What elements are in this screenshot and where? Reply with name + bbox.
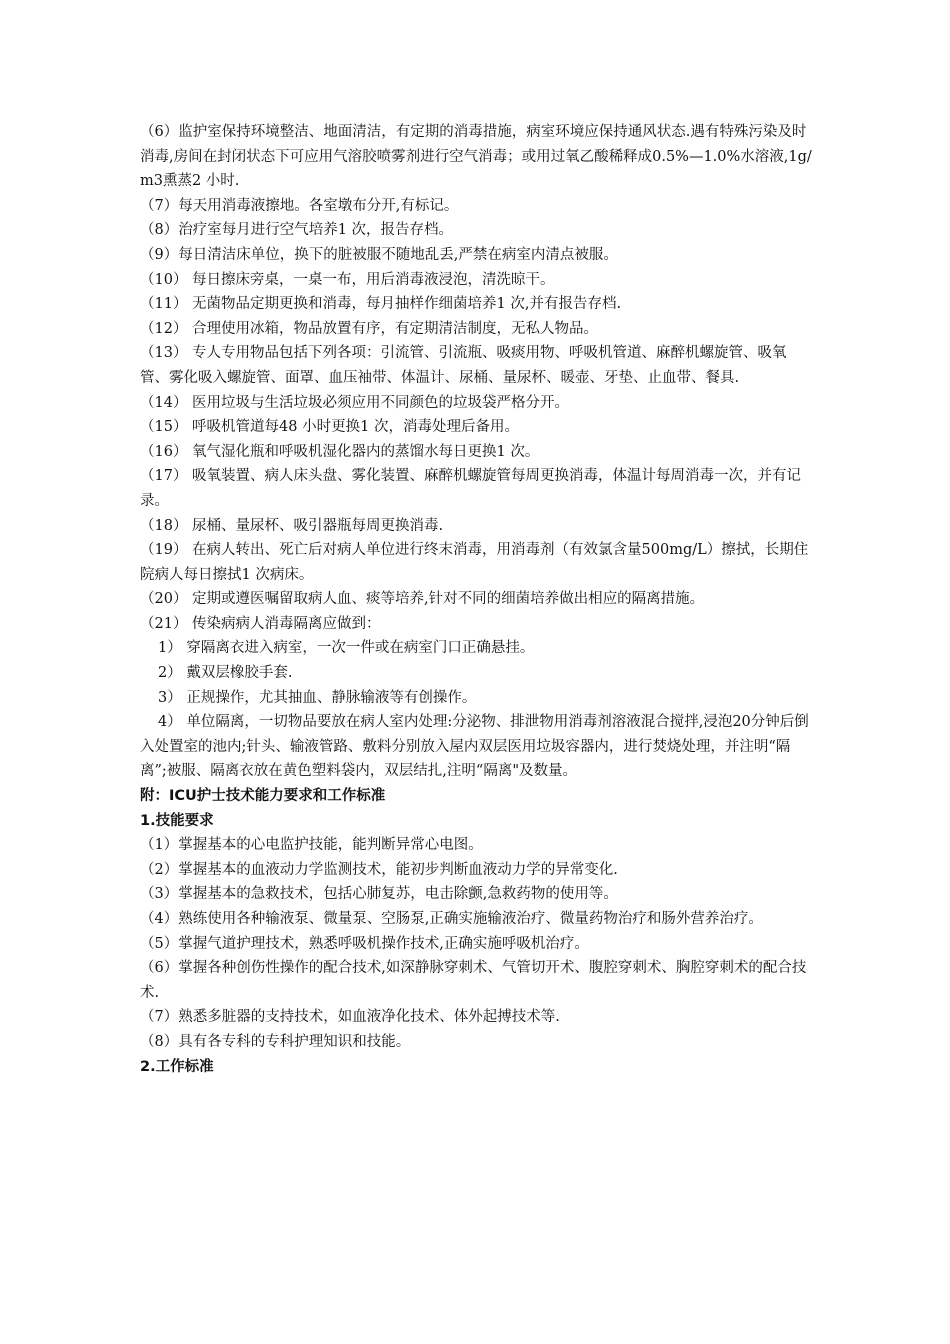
subitem-3: 3） 正规操作，尤其抽血、静脉输液等有创操作。: [158, 689, 477, 706]
paragraph-6: （6）监护室保持环境整洁、地面清洁，有定期的消毒措施，病室环境应保持通风状态.遇有特殊污染及时消毒,房间在封闭状态下可应用气溶胶喷雾剂进行空气消毒；或用过氧乙酸稀释成0.5%—1.0%水溶液,1g/m3熏蒸2 小时.: [140, 124, 812, 190]
subitem-2: 2） 戴双层橡胶手套.: [158, 665, 293, 682]
subitem-1: 1） 穿隔离衣进入病室，一次一件或在病室门口正确悬挂。: [158, 640, 535, 657]
paragraph-11: （11） 无菌物品定期更换和消毒，每月抽样作细菌培养1 次,并有报告存档.: [140, 296, 622, 313]
paragraph-7: （7）每天用消毒液擦地。各室墩布分开,有标记。: [140, 197, 459, 214]
paragraph-21: （21） 传染病病人消毒隔离应做到：: [140, 615, 381, 632]
section2-title: 2.工作标准: [140, 1058, 214, 1075]
paragraph-9: （9）每日清洁床单位，换下的脏被服不随地乱丢,严禁在病室内清点被服。: [140, 246, 618, 263]
paragraph-17: （17） 吸氧装置、病人床头盘、雾化装置、麻醉机螺旋管每周更换消毒，体温计每周消毒一次，并有记录。: [140, 468, 802, 509]
skill-8: （8）具有各专科的专科护理知识和技能。: [140, 1033, 411, 1050]
appendix-title: 附：ICU护士技术能力要求和工作标准: [140, 788, 386, 805]
skill-5: （5）掌握气道护理技术，熟悉呼吸机操作技术,正确实施呼吸机治疗。: [140, 935, 589, 952]
skill-7: （7）熟悉多脏器的支持技术，如血液净化技术、体外起搏技术等.: [140, 1009, 560, 1026]
skill-4: （4）熟练使用各种输液泵、微量泵、空肠泵,正确实施输液治疗、微量药物治疗和肠外营养治疗。: [140, 911, 763, 927]
document-body: [140, 120, 812, 1079]
skill-2: （2）掌握基本的血液动力学监测技术，能初步判断血液动力学的异常变化.: [140, 861, 618, 878]
paragraph-13: （13） 专人专用物品包括下列各项：引流管、引流瓶、吸痰用物、呼吸机管道、麻醉机螺旋管、吸氧管、雾化吸入螺旋管、面罩、血压袖带、体温计、尿桶、量尿杯、暖壶、牙垫、止血带、餐具.: [140, 345, 787, 386]
section1-title: 1.技能要求: [140, 812, 214, 829]
subitem-4: 4） 单位隔离，一切物品要放在病人室内处理:分泌物、排泄物用消毒剂溶液混合搅拌,浸泡20分钟后倒入处置室的池内;针头、输液管路、敷料分别放入屋内双层医用垃圾容器内，进行焚烧处理，并注明“隔离”;被服、隔离衣放在黄色塑料袋内，双层结扎,注明“隔离"及数量。: [140, 714, 809, 780]
paragraph-19: （19） 在病人转出、死亡后对病人单位进行终末消毒，用消毒剂（有效氯含量500mg/L）擦拭，长期住院病人每日擦拭1 次病床。: [140, 542, 809, 583]
paragraph-18: （18） 尿桶、量尿杯、吸引器瓶每周更换消毒.: [140, 517, 444, 534]
paragraph-10: （10） 每日擦床旁桌，一桌一布，用后消毒液浸泡，清洗晾干。: [140, 271, 555, 288]
paragraph-12: （12） 合理使用冰箱，物品放置有序，有定期清洁制度，无私人物品。: [140, 320, 599, 337]
skill-1: （1）掌握基本的心电监护技能，能判断异常心电图。: [140, 837, 483, 854]
paragraph-20: （20） 定期或遵医嘱留取病人血、痰等培养,针对不同的细菌培养做出相应的隔离措施。: [140, 591, 705, 608]
skill-6: （6）掌握各种创伤性操作的配合技术,如深静脉穿刺术、气管切开术、腹腔穿刺术、胸腔穿刺术的配合技术.: [140, 960, 807, 1001]
paragraph-16: （16） 氧气湿化瓶和呼吸机湿化器内的蒸馏水每日更换1 次。: [140, 443, 540, 460]
skill-3: （3）掌握基本的急救技术，包括心肺复苏，电击除颤,急救药物的使用等。: [140, 886, 618, 903]
paragraph-14: （14） 医用垃圾与生活垃圾必须应用不同颜色的垃圾袋严格分开。: [140, 394, 570, 411]
paragraph-15: （15） 呼吸机管道每48 小时更换1 次，消毒处理后备用。: [140, 419, 519, 436]
paragraph-8: （8）治疗室每月进行空气培养1 次，报告存档。: [140, 222, 454, 239]
